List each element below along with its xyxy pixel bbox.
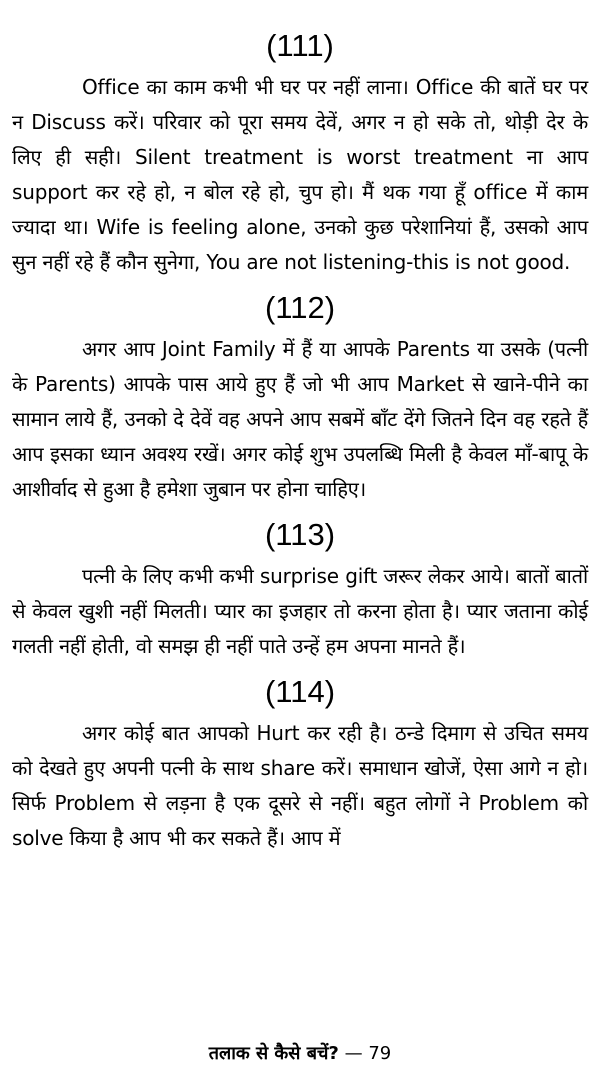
section-paragraph: अगर कोई बात आपको Hurt कर रही है। ठन्डे दिमाग से उचित समय को देखते हुए अपनी पत्नी के साथ share करें। समाधान खोजें, ऐसा आगे न हो। सिर्फ Problem से लड़ना है एक दूसरे से नहीं। बहुत लोगों ने Problem को solve किया है आप भी कर सकते हैं। आप में bbox=[12, 721, 588, 850]
section-114 bbox=[12, 674, 588, 856]
section-112 bbox=[12, 290, 588, 507]
section-number: (112) bbox=[264, 290, 336, 325]
section-paragraph: पत्नी के लिए कभी कभी surprise gift जरूर लेकर आये। बातों बातों से केवल खुशी नहीं मिलती। प्यार का इजहार तो करना होता है। प्यार जताना कोई गलती नहीं होती, वो समझ ही नहीं पाते उन्हें हम अपना मानते हैं। bbox=[12, 564, 588, 658]
section-number: (114) bbox=[264, 674, 336, 709]
section-number: (113) bbox=[264, 517, 336, 552]
page-number: 79 bbox=[368, 1043, 392, 1064]
book-title: तलाक से कैसे बचें? bbox=[208, 1043, 339, 1064]
section-paragraph: अगर आप Joint Family में हैं या आपके Parents या उसके (पत्नी के Parents) आपके पास आये हुए हैं जो भी आप Market से खाने-पीने का सामान लाये हैं, उनको दे देवें वह अपने आप सबमें बाँट देंगे जितने दिन वह रहते हैं आप इसका ध्यान अवश्य रखें। अगर कोई शुभ उपलब्धि मिली है केवल माँ-बापू के आशीर्वाद से हुआ है हमेशा जुबान पर होना चाहिए। bbox=[12, 337, 588, 501]
footer-separator: — bbox=[344, 1043, 363, 1064]
page-footer bbox=[0, 1042, 600, 1066]
section-paragraph: Office का काम कभी भी घर पर नहीं लाना। Office की बातें घर पर न Discuss करें। परिवार को पूरा समय देवें, अगर न हो सके तो, थोड़ी देर के लिए ही सही। Silent treatment is worst treatment ना आप support कर रहे हो, न बोल रहे हो, चुप हो। मैं थक गया हूँ office में काम ज्यादा था। Wife is feeling alone, उनको कुछ परेशानियां हैं, उसको आप सुन नहीं रहे हैं कौन सुनेगा, You are not listening-this is not good. bbox=[12, 75, 588, 274]
section-111 bbox=[12, 28, 588, 280]
page-content bbox=[12, 28, 588, 866]
section-113 bbox=[12, 517, 588, 664]
section-number: (111) bbox=[266, 28, 334, 63]
